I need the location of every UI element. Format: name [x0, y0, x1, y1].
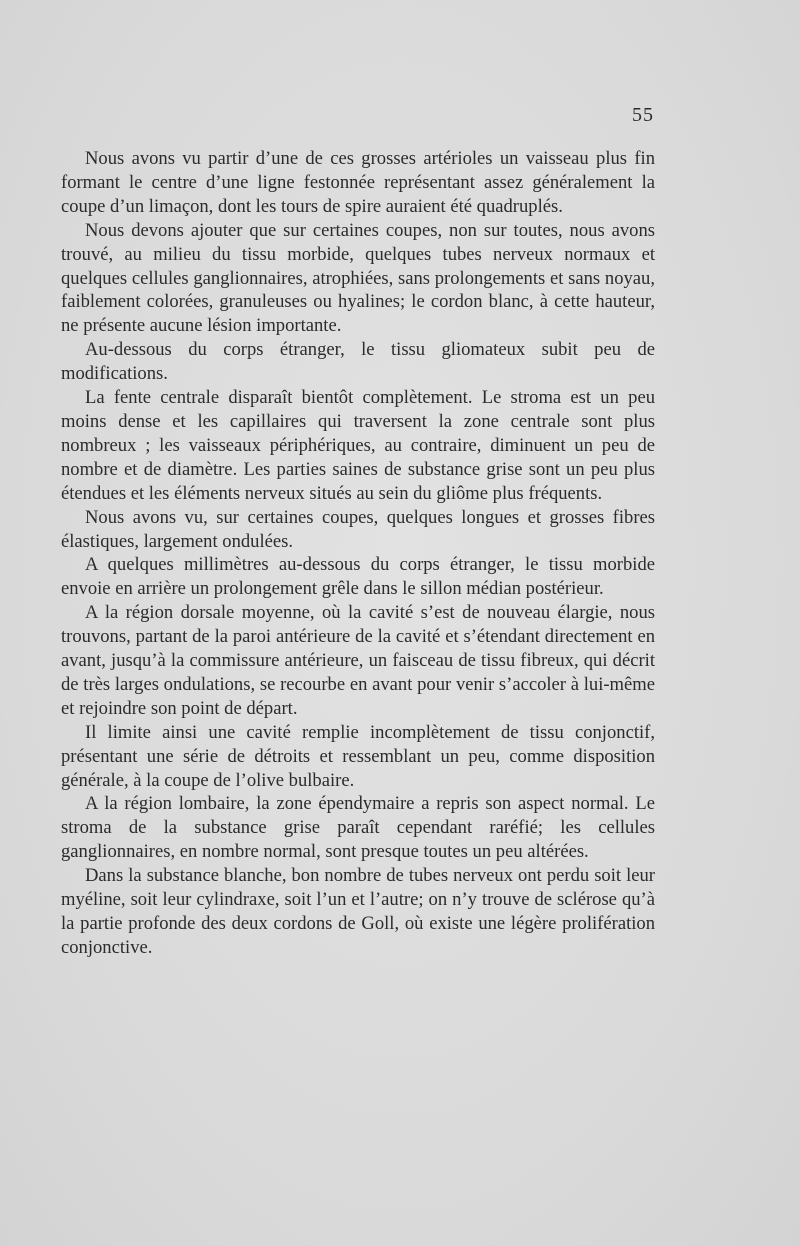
paragraph: Nous devons ajouter que sur certaines coupes, non sur toutes, nous avons trouvé, au milieu du tissu morbide, quelques tubes nerveux normaux et quelques cellules ganglionnaires, atrophiées, sans prolongements et sans noyau, faiblement colorées, granuleuses ou hyalines; le cordon blanc, à cette hauteur, ne présente aucune lésion importante. — [61, 219, 655, 337]
paragraph: A la région dorsale moyenne, où la cavité s’est de nouveau élargie, nous trouvons, partant de la paroi antérieure de la cavité et s’étendant directement en avant, jusqu’à la commissure antérieure, un faisceau de tissu fibreux, qui décrit de très larges ondulations, se recourbe en avant pour venir s’accoler à lui-même et rejoindre son point de départ. — [61, 602, 655, 719]
paragraph: Nous avons vu partir d’une de ces grosses artérioles un vaisseau plus fin formant le centre d’une ligne festonnée représentant assez généralement la coupe d’un limaçon, dont les tours de spire auraient été quadruplés. — [61, 148, 655, 217]
body-text — [61, 147, 655, 960]
paragraph: Nous avons vu, sur certaines coupes, quelques longues et grosses fibres élastiques, largement ondulées. — [61, 506, 655, 552]
paragraph: A quelques millimètres au-dessous du corps étranger, le tissu morbide envoie en arrière un prolongement grêle dans le sillon médian postérieur. — [61, 554, 655, 600]
paragraph: A la région lombaire, la zone épendymaire a repris son aspect normal. Le stroma de la substance grise paraît cependant raréfié; les cellules ganglionnaires, en nombre normal, sont presque toutes un peu altérées. — [61, 793, 655, 863]
paragraph: La fente centrale disparaît bientôt complètement. Le stroma est un peu moins dense et les capillaires qui traversent la zone centrale sont plus nombreux ; les vaisseaux périphériques, au contraire, diminuent un peu de nombre et de diamètre. Les parties saines de substance grise sont un peu plus étendues et les éléments nerveux situés au sein du gliôme plus fréquents. — [61, 387, 655, 504]
paragraph: Au-dessous du corps étranger, le tissu gliomateux subit peu de modifications. — [61, 339, 655, 385]
paragraph: Dans la substance blanche, bon nombre de tubes nerveux ont perdu soit leur myéline, soit leur cylindraxe, soit l’un et l’autre; on n’y trouve de sclérose qu’à la partie profonde des deux cordons de Goll, où existe une légère prolifération conjonctive. — [61, 865, 655, 958]
paragraph: Il limite ainsi une cavité remplie incomplètement de tissu conjonctif, présentant une série de détroits et ressemblant un peu, comme disposition générale, à la coupe de l’olive bulbaire. — [61, 721, 655, 791]
page-number: 55 — [632, 104, 654, 126]
